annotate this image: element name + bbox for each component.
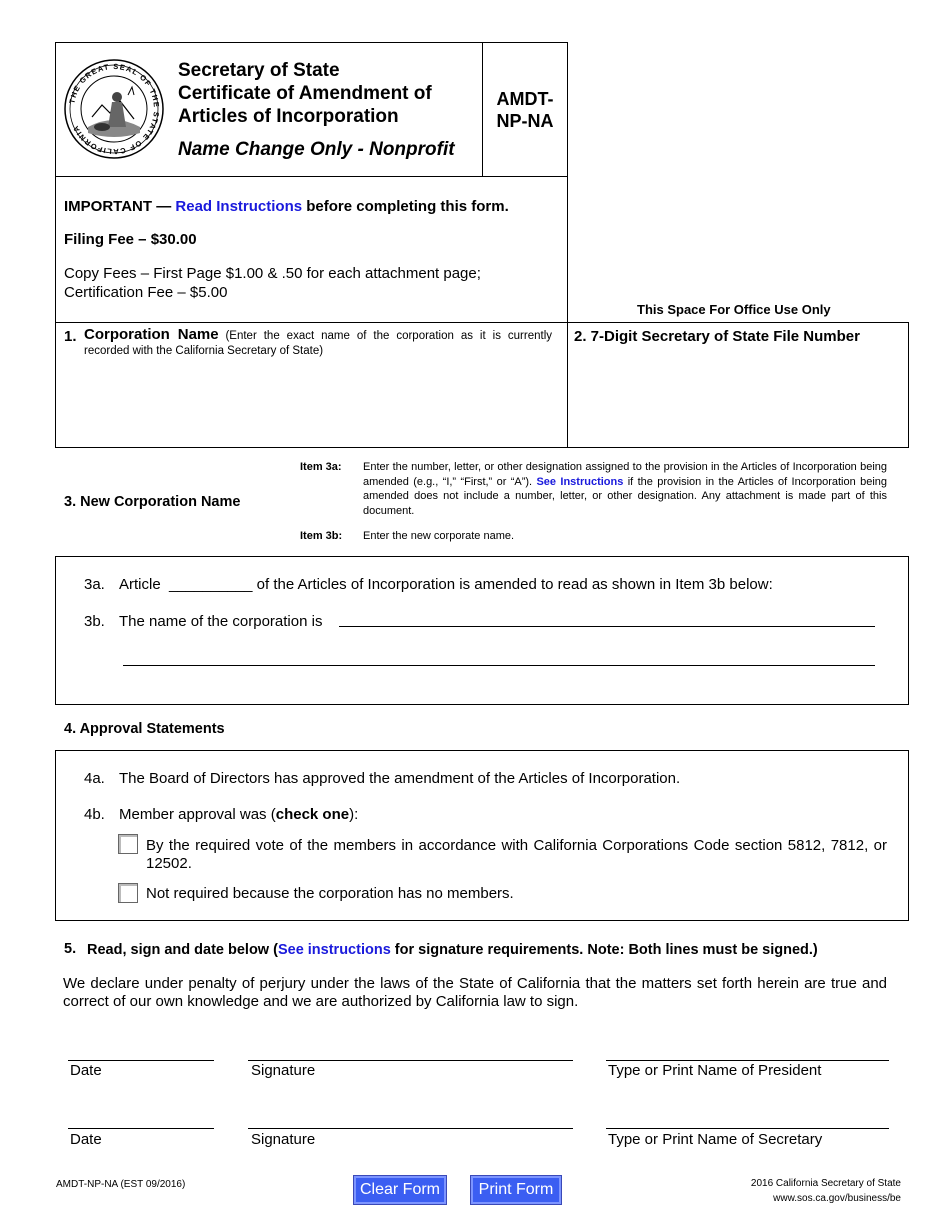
date-label-2: Date [70, 1131, 102, 1148]
secretary-name-line[interactable] [606, 1128, 889, 1129]
footer-copyright: 2016 California Secretary of State [750, 1178, 901, 1189]
signature-instructions-link[interactable]: See instructions [277, 942, 391, 958]
no-members-checkbox[interactable] [118, 883, 138, 903]
item3-label: 3. New Corporation Name [64, 494, 241, 510]
filing-fee: Filing Fee – $30.00 [64, 231, 197, 248]
item4-label: 4. Approval Statements [64, 721, 225, 737]
form-code-line1: AMDT- [496, 89, 554, 109]
line4a-text: The Board of Directors has approved the amendment of the Articles of Incorporation. [119, 770, 681, 787]
line3a-text: Article __________ of the Articles of Incorporation is amended to read as shown in Item 3b below: [119, 576, 773, 593]
item3a-instructions: Enter the number, letter, or other designation assigned to the provision in the Articles of Incorporation being amended (e.g., “I,” “First,” or “A”). See Instructions if the provision in the Articles of Incorporation being amended does not include a number, letter, or other designation. Any attachment is made part of this document. [363, 461, 888, 517]
secretary-name-label: Type or Print Name of Secretary [608, 1131, 823, 1148]
members-vote-checkbox[interactable] [118, 834, 138, 854]
svg-text:THE GREAT SEAL OF THE STATE OF: THE GREAT SEAL OF THE STATE OF CALIFORNIA [67, 61, 162, 157]
option-members-vote: By the required vote of the members in accordance with California Corporations Code section 5812, 7812, or 12502. [146, 837, 887, 872]
item3b-instructions: Enter the new corporate name. [363, 530, 515, 542]
line3b-num: 3b. [84, 613, 105, 630]
item2-label: 2. 7-Digit Secretary of State File Number [574, 328, 860, 345]
item5-heading: Read, sign and date below (See instructions for signature requirements. Note: Both lines must be signed.) [87, 942, 818, 958]
signature-line-1[interactable] [248, 1060, 573, 1061]
see-instructions-link[interactable]: See Instructions [536, 475, 624, 488]
line3a-num: 3a. [84, 576, 105, 593]
file-number-field[interactable] [578, 355, 898, 440]
important-notice: IMPORTANT — Read Instructions before completing this form. [64, 198, 509, 215]
declaration-text: We declare under penalty of perjury under the laws of the State of California that the matters set forth herein are true and correct of our own knowledge and we are authorized by California law to sign. [63, 975, 887, 1010]
signature-label-2: Signature [251, 1131, 316, 1148]
form-subtitle: Name Change Only - Nonprofit [178, 139, 455, 160]
article-number-field[interactable]: __________ [169, 576, 253, 593]
footer-url: www.sos.ca.gov/business/be [773, 1193, 901, 1204]
line4a-num: 4a. [84, 770, 105, 787]
signature-label-1: Signature [251, 1062, 316, 1079]
signature-line-2[interactable] [248, 1128, 573, 1129]
copy-fees-line2: Certification Fee – $5.00 [64, 284, 228, 301]
line4b-text: Member approval was (check one): [119, 806, 359, 823]
item3b-tag: Item 3b: [300, 530, 343, 542]
item5-number: 5. [64, 941, 77, 957]
line4b-num: 4b. [84, 806, 105, 823]
footer-form-id: AMDT-NP-NA (EST 09/2016) [56, 1179, 186, 1190]
item1-label: Corporation Name (Enter the exact name of the corporation as it is currently recorded with the California Secretary of State) [84, 326, 552, 357]
date-label-1: Date [70, 1062, 102, 1079]
title-line1: Secretary of State [178, 60, 340, 81]
option-no-members: Not required because the corporation has no members. [146, 885, 514, 902]
print-form-button[interactable]: Print Form [471, 1176, 561, 1204]
seal-ring-text [62, 57, 166, 161]
read-instructions-link[interactable]: Read Instructions [175, 198, 303, 215]
president-name-line[interactable] [606, 1060, 889, 1061]
date-line-1[interactable] [68, 1060, 214, 1061]
item3a-tag: Item 3a: [300, 461, 342, 473]
new-name-field-line1[interactable] [339, 626, 875, 627]
office-use-label: This Space For Office Use Only [637, 302, 831, 317]
date-line-2[interactable] [68, 1128, 214, 1129]
new-name-field-line2[interactable] [123, 665, 875, 666]
president-name-label: Type or Print Name of President [608, 1062, 822, 1079]
form-code-line2: NP-NA [496, 111, 554, 131]
title-line2: Certificate of Amendment of [178, 83, 432, 104]
line3b-text: The name of the corporation is [119, 613, 323, 630]
copy-fees-line1: Copy Fees – First Page $1.00 & .50 for each attachment page; [64, 265, 481, 282]
title-line3: Articles of Incorporation [178, 106, 399, 127]
corporation-name-field[interactable] [66, 365, 556, 440]
clear-form-button[interactable]: Clear Form [354, 1176, 446, 1204]
item1-number: 1. [64, 328, 77, 345]
